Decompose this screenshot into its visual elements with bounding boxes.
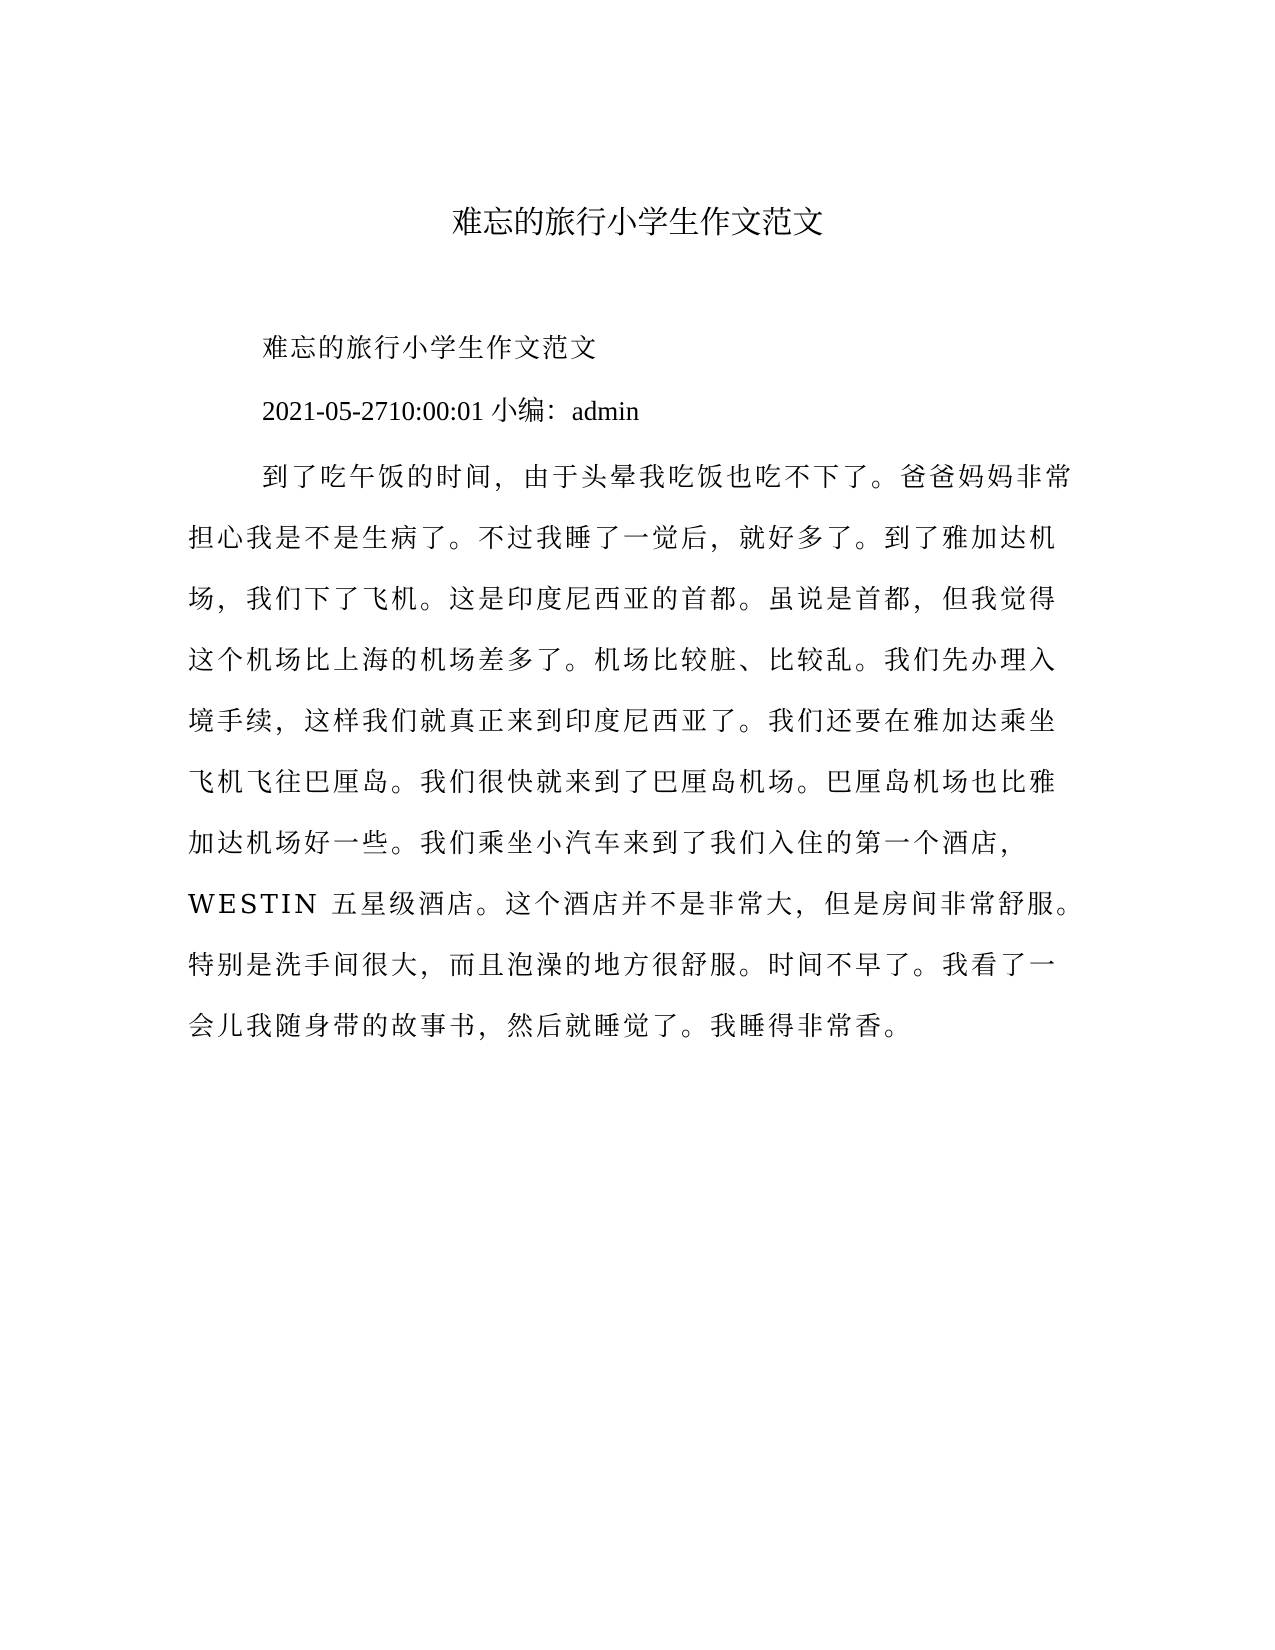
- body-line: 到了吃午饭的时间，由于头晕我吃饭也吃不下了。爸爸妈妈非常: [262, 463, 1075, 493]
- body-line: 加达机场好一些。我们乘坐小汽车来到了我们入住的第一个酒店，: [188, 829, 1030, 859]
- body-line: 担心我是不是生病了。不过我睡了一觉后，就好多了。到了雅加达机: [188, 524, 1059, 554]
- body-line: 飞机飞往巴厘岛。我们很快就来到了巴厘岛机场。巴厘岛机场也比雅: [188, 768, 1059, 798]
- article-body: [188, 448, 1088, 1058]
- document-title: 难忘的旅行小学生作文范文: [451, 205, 824, 241]
- body-line: 场，我们下了飞机。这是印度尼西亚的首都。虽说是首都，但我觉得: [188, 585, 1059, 615]
- body-line: 这个机场比上海的机场差多了。机场比较脏、比较乱。我们先办理入: [188, 646, 1059, 676]
- body-line: WESTIN 五星级酒店。这个酒店并不是非常大，但是房间非常舒服。: [188, 890, 1086, 920]
- article-meta: 2021-05-2710:00:01 小编：admin: [262, 396, 640, 426]
- body-line: 会儿我随身带的故事书，然后就睡觉了。我睡得非常香。: [188, 1012, 914, 1042]
- body-line: 特别是洗手间很大，而且泡澡的地方很舒服。时间不早了。我看了一: [188, 951, 1059, 981]
- body-line: 境手续，这样我们就真正来到印度尼西亚了。我们还要在雅加达乘坐: [188, 707, 1059, 737]
- article-heading: 难忘的旅行小学生作文范文: [262, 334, 599, 364]
